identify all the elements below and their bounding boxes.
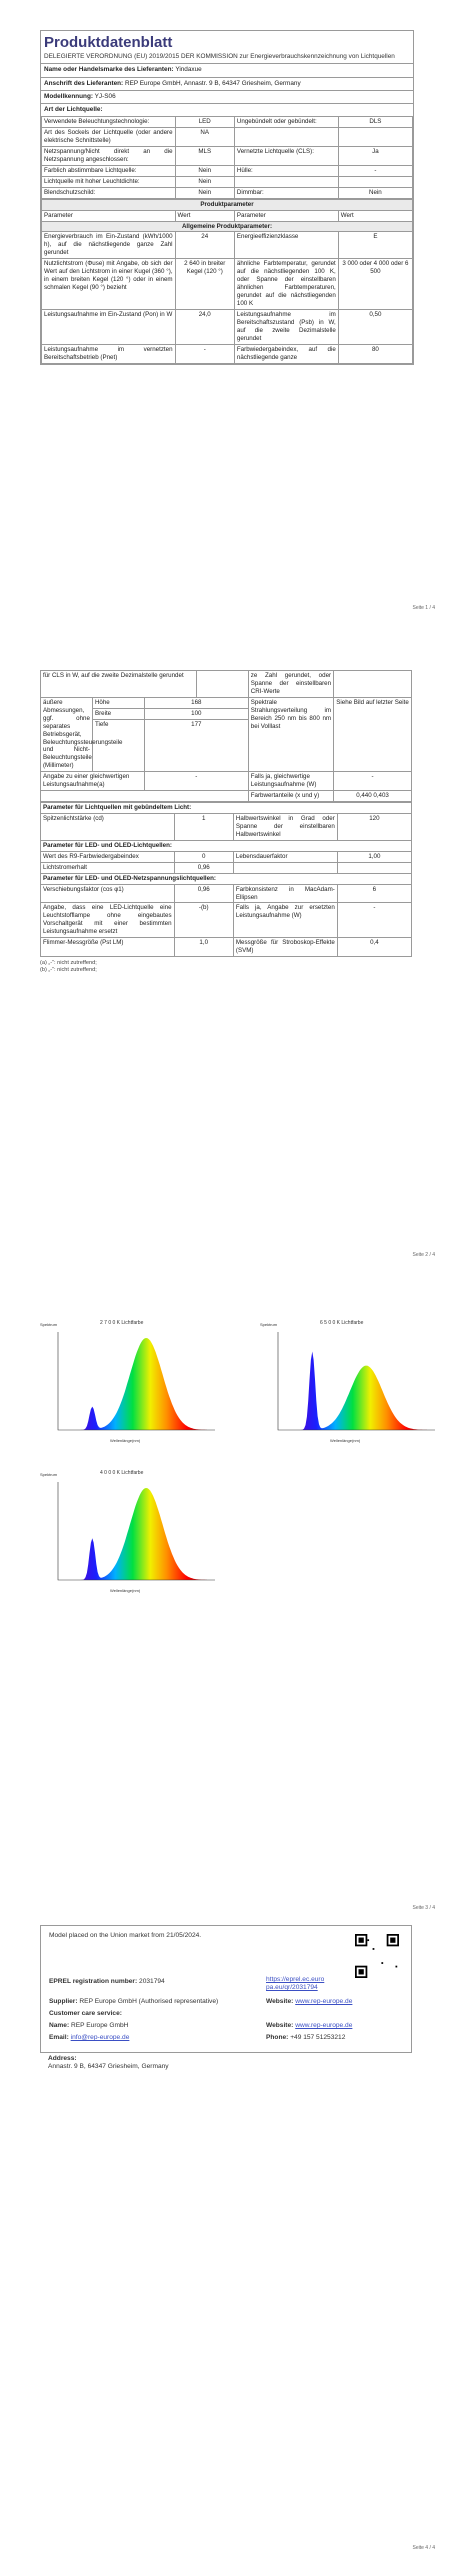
market-date-text: Model placed on the Union market from 21/05/2024. [49,1932,202,1939]
type-param: Vernetzte Lichtquelle (CLS): [234,146,338,165]
general-value: 0,50 [338,309,412,344]
address-block [48,2055,169,2072]
qr-code-icon[interactable] [355,1934,399,1978]
led-param: Lebensdauerfaktor [233,851,337,862]
mains-param: Falls ja, Angabe zur ersetzten Leistungsaufnahme (W) [233,903,337,938]
type-param: Hülle: [234,165,338,176]
email-link[interactable]: info@rep-europe.de [70,2034,130,2041]
general-value: 80 [338,344,412,363]
general-param: Leistungsaufnahme im Bereitschaftszustand (Psb) in W, auf die zweite Dezimalstelle gerundet [234,309,338,344]
led-row [41,862,412,873]
equiv-right-value: - [334,772,412,791]
name-label: Name: [49,2022,70,2029]
eprel-reg-value: 2031794 [139,1978,165,1985]
spectrum-chart [260,1320,440,1450]
spectrum-plot [40,1470,220,1600]
regulation-subtitle: DELEGIERTE VERORDNUNG (EU) 2019/2015 DER KOMMISSION zur Energieverbrauchskennzeichnung von Lichtquellen [44,53,395,61]
col-param-2: Parameter [234,210,338,221]
product-params-table [41,199,413,364]
type-row [42,117,413,128]
equiv-value: - [144,772,248,791]
type-row [42,187,413,198]
page-2 [0,640,453,1270]
dim-width-value: 100 [144,709,248,720]
phone-value: +49 157 51253212 [290,2034,346,2041]
footnote-b: (b) „-“: nicht zutreffend; [40,967,97,974]
general-value: 2 640 in breiter Kegel (120 °) [175,259,234,310]
led-value: 0 [174,851,233,862]
led-value: 1,00 [337,851,411,862]
col-value-2: Wert [338,210,412,221]
spectrum-ylabel: Spektrum [40,1322,58,1327]
type-param: Dimmbar: [234,187,338,198]
directional-param: Spitzenlichtstärke (cd) [41,814,175,841]
spectrum-ylabel: Spektrum [260,1322,278,1327]
spectrum-plot [260,1320,440,1450]
page-3 [0,1280,453,1920]
mains-param: Flimmer-Messgröße (Pst LM) [41,938,175,957]
led-row [41,851,412,862]
mains-row [41,903,412,938]
type-row [42,128,413,147]
spectral-value: Siehe Bild auf letzter Seite [334,697,412,771]
general-param: Farbwiedergabeindex, auf die nächstliegende ganze [234,344,338,363]
supplier-name-label: Name oder Handelsmarke des Lieferanten: [44,66,174,74]
general-params-header: Allgemeine Produktparameter: [42,221,413,232]
spectrum-title: 6 5 0 0 K Lichtfarbe [320,1320,364,1326]
type-param: Ungebündelt oder gebündelt: [234,117,338,128]
type-value [338,128,412,147]
dim-height-value: 168 [144,697,248,708]
spectrum-ylabel: Spektrum [40,1472,58,1477]
phone-label: Phone: [266,2034,289,2041]
model-id-value: YJ-S06 [94,92,116,100]
spectrum-xlabel: Wellenlänge(nm) [110,1588,141,1593]
type-param: Lichtquelle mit hoher Leuchtdichte: [42,176,176,187]
led-param: Lichtstromerhalt [41,862,175,873]
website2-link[interactable]: www.rep-europe.de [295,2022,353,2029]
model-id-label: Modellkennung: [44,92,93,100]
type-row [42,165,413,176]
eprel-reg-label: EPREL registration number: [49,1978,138,1985]
spectrum-title: 4 0 0 0 K Lichtfarbe [100,1470,144,1476]
page-number: Seite 3 / 4 [412,1905,435,1911]
directional-header: Parameter für Lichtquellen mit gebündeltem Licht: [41,803,412,814]
spectrum-xlabel: Wellenlänge(nm) [330,1438,361,1443]
spectrum-xlabel: Wellenlänge(nm) [110,1438,141,1443]
spectrum-plot [40,1320,220,1450]
general-row [42,259,413,310]
page-number: Seite 2 / 4 [412,1252,435,1258]
type-value: DLS [338,117,412,128]
spectrum-curve [72,1488,207,1580]
mains-value: 6 [337,884,411,903]
general-value: 24,0 [175,309,234,344]
directional-value: 120 [337,814,411,841]
general-param: Leistungsaufnahme im Ein-Zustand (Pon) in W [42,309,176,344]
chroma-value: 0,440 0,403 [334,791,412,802]
general-param: Energieeffizienzklasse [234,232,338,259]
directional-row [41,814,412,841]
led-param: Wert des R9-Farbwiedergabeindex [41,851,175,862]
dim-width-label: Breite [92,709,144,720]
dim-depth-label: Tiefe [92,720,144,772]
type-value: Nein [338,187,412,198]
supplier-name-row [41,63,413,76]
mains-param: Verschiebungsfaktor (cos φ1) [41,884,175,903]
spectral-label: Spektrale Strahlungsverteilung im Bereich 250 nm bis 800 nm bei Volllast [248,697,333,771]
spectrum-chart [40,1320,220,1450]
type-row [42,146,413,165]
address-value: Annastr. 9 B, 64347 Griesheim, Germany [48,2063,169,2071]
led-value: 0,96 [174,862,233,873]
type-param [234,128,338,147]
general-row [42,344,413,363]
type-value: Nein [175,187,234,198]
dim-height-label: Höhe [92,697,144,708]
light-type-table [41,116,413,199]
dimensions-label: äußere Abmessungen, ggf. ohne separates Betriebsgerät, Beleuchtungssteuerungsteile und Nicht-Beleuchtungsteile (Millimeter) [41,697,93,771]
type-value [338,176,412,187]
general-param: Leistungsaufnahme im vernetzten Bereitschaftsbetrieb (Pnet) [42,344,176,363]
page-number: Seite 4 / 4 [412,2545,435,2551]
product-params-header: Produktparameter [42,199,413,210]
led-header: Parameter für LED- und OLED-Lichtquellen: [41,840,412,851]
email-label: Email: [49,2034,69,2041]
light-type-header: Art der Lichtquelle: [41,103,413,116]
directional-value: 1 [174,814,233,841]
cont-right-text: ze Zahl gerundet, oder Spanne der einstellbaren CRI-Werte [248,671,333,698]
col-param-1: Parameter [42,210,176,221]
eprel-info-box [40,1925,412,2053]
supplier-address-value: REP Europe GmbH, Annastr. 9 B, 64347 Griesheim, Germany [124,79,301,87]
type-param [234,176,338,187]
col-value-1: Wert [175,210,234,221]
general-value: 3 000 oder 4 000 oder 6 500 [338,259,412,310]
general-row [42,309,413,344]
directional-param: Halbwertswinkel in Grad oder Spanne der einstellbaren Halbwertswinkel [233,814,337,841]
spectrum-curve [72,1338,207,1430]
model-id-row [41,90,413,103]
supplier-label: Supplier: [49,1998,78,2005]
type-value: MLS [175,146,234,165]
led-value [337,862,411,873]
mains-row [41,884,412,903]
page-number: Seite 1 / 4 [412,605,435,611]
mains-value: 1,0 [174,938,233,957]
general-value: - [175,344,234,363]
general-value: E [338,232,412,259]
type-row [42,176,413,187]
type-value: NA [175,128,234,147]
mains-value: 0,96 [174,884,233,903]
type-value: LED [175,117,234,128]
datasheet-box [40,30,414,365]
mains-param: Angabe, dass eine LED-Lichtquelle eine Leuchtstofflampe ohne eingebautes Vorschaltgerät mit einer bestimmten Leistungsaufnahme ersetzt [41,903,175,938]
params-continued-table [40,670,412,802]
mains-value: 0,4 [337,938,411,957]
type-param: Netzspannung/Nicht direkt an die Netzspannung angeschlossen: [42,146,176,165]
supplier-address-label: Anschrift des Lieferanten: [44,79,124,87]
spectrum-curve [292,1352,427,1431]
type-value: - [338,165,412,176]
supplier-address-row [41,77,413,90]
type-value: Ja [338,146,412,165]
general-param: Nutzlichtstrom (Φuse) mit Angabe, ob sich der Wert auf den Lichtstrom in einer Kugel (360 °), in einem breiten Kegel (120 °) oder in einem schmalen Kegel (90 °) bezieht [42,259,176,310]
general-value: 24 [175,232,234,259]
mains-header: Parameter für LED- und OLED-Netzspannungslichtquellen: [41,873,412,884]
led-param [233,862,337,873]
mains-value: -(b) [174,903,233,938]
website2-label: Website: [266,2022,294,2029]
spectrum-chart [40,1470,220,1600]
spectrum-title: 2 7 0 0 K Lichtfarbe [100,1320,144,1326]
eprel-link[interactable]: https://eprel.ec.europa.eu/qr/2031794 [266,1976,325,1992]
type-param: Farblich abstimmbare Lichtquelle: [42,165,176,176]
dim-depth-value: 177 [144,720,248,772]
type-param: Blendschutzschild: [42,187,176,198]
page-1 [0,0,453,620]
page-title: Produktdatenblatt [44,34,173,51]
mains-param: Farbkonsistenz in MacAdam-Ellipsen [233,884,337,903]
supplier-value: REP Europe GmbH (Authorised representative) [79,1998,219,2005]
general-row [42,232,413,259]
general-param: ähnliche Farbtemperatur, gerundet auf die nächstliegenden 100 K, oder Spanne der einstellbaren ähnlichen Farbtemperaturen, gerundet auf die nächstliegenden 100 K [234,259,338,310]
type-value: Nein [175,176,234,187]
general-param: Energieverbrauch im Ein-Zustand (kWh/1000 h), auf die nächstliegende ganze Zahl gerundet [42,232,176,259]
address-label: Address: [48,2055,77,2062]
equiv-right-label: Falls ja, gleichwertige Leistungsaufnahme (W) [248,772,333,791]
supplier-name-value: Yindaxue [175,66,202,74]
type-value: Nein [175,165,234,176]
mains-value: - [337,903,411,938]
type-param: Verwendete Beleuchtungstechnologie: [42,117,176,128]
cont-left-text: für CLS in W, auf die zweite Dezimalstelle gerundet [41,671,197,698]
website-link[interactable]: www.rep-europe.de [295,1998,353,2005]
type-param: Art des Sockels der Lichtquelle (oder andere elektrische Schnittstelle) [42,128,176,147]
website-label: Website: [266,1998,294,2005]
page-4 [0,1925,453,2560]
footnote-a: (a) „-“: nicht zutreffend; [40,960,97,967]
mains-row [41,938,412,957]
name-value: REP Europe GmbH [71,2022,129,2029]
customer-care-header: Customer care service: [49,2010,122,2017]
mains-param: Messgröße für Stroboskop-Effekte (SVM) [233,938,337,957]
chroma-label: Farbwertanteile (x und y) [248,791,333,802]
more-params-table [40,802,412,957]
equiv-label: Angabe zu einer gleichwertigen Leistungsaufnahme(a) [41,772,145,791]
